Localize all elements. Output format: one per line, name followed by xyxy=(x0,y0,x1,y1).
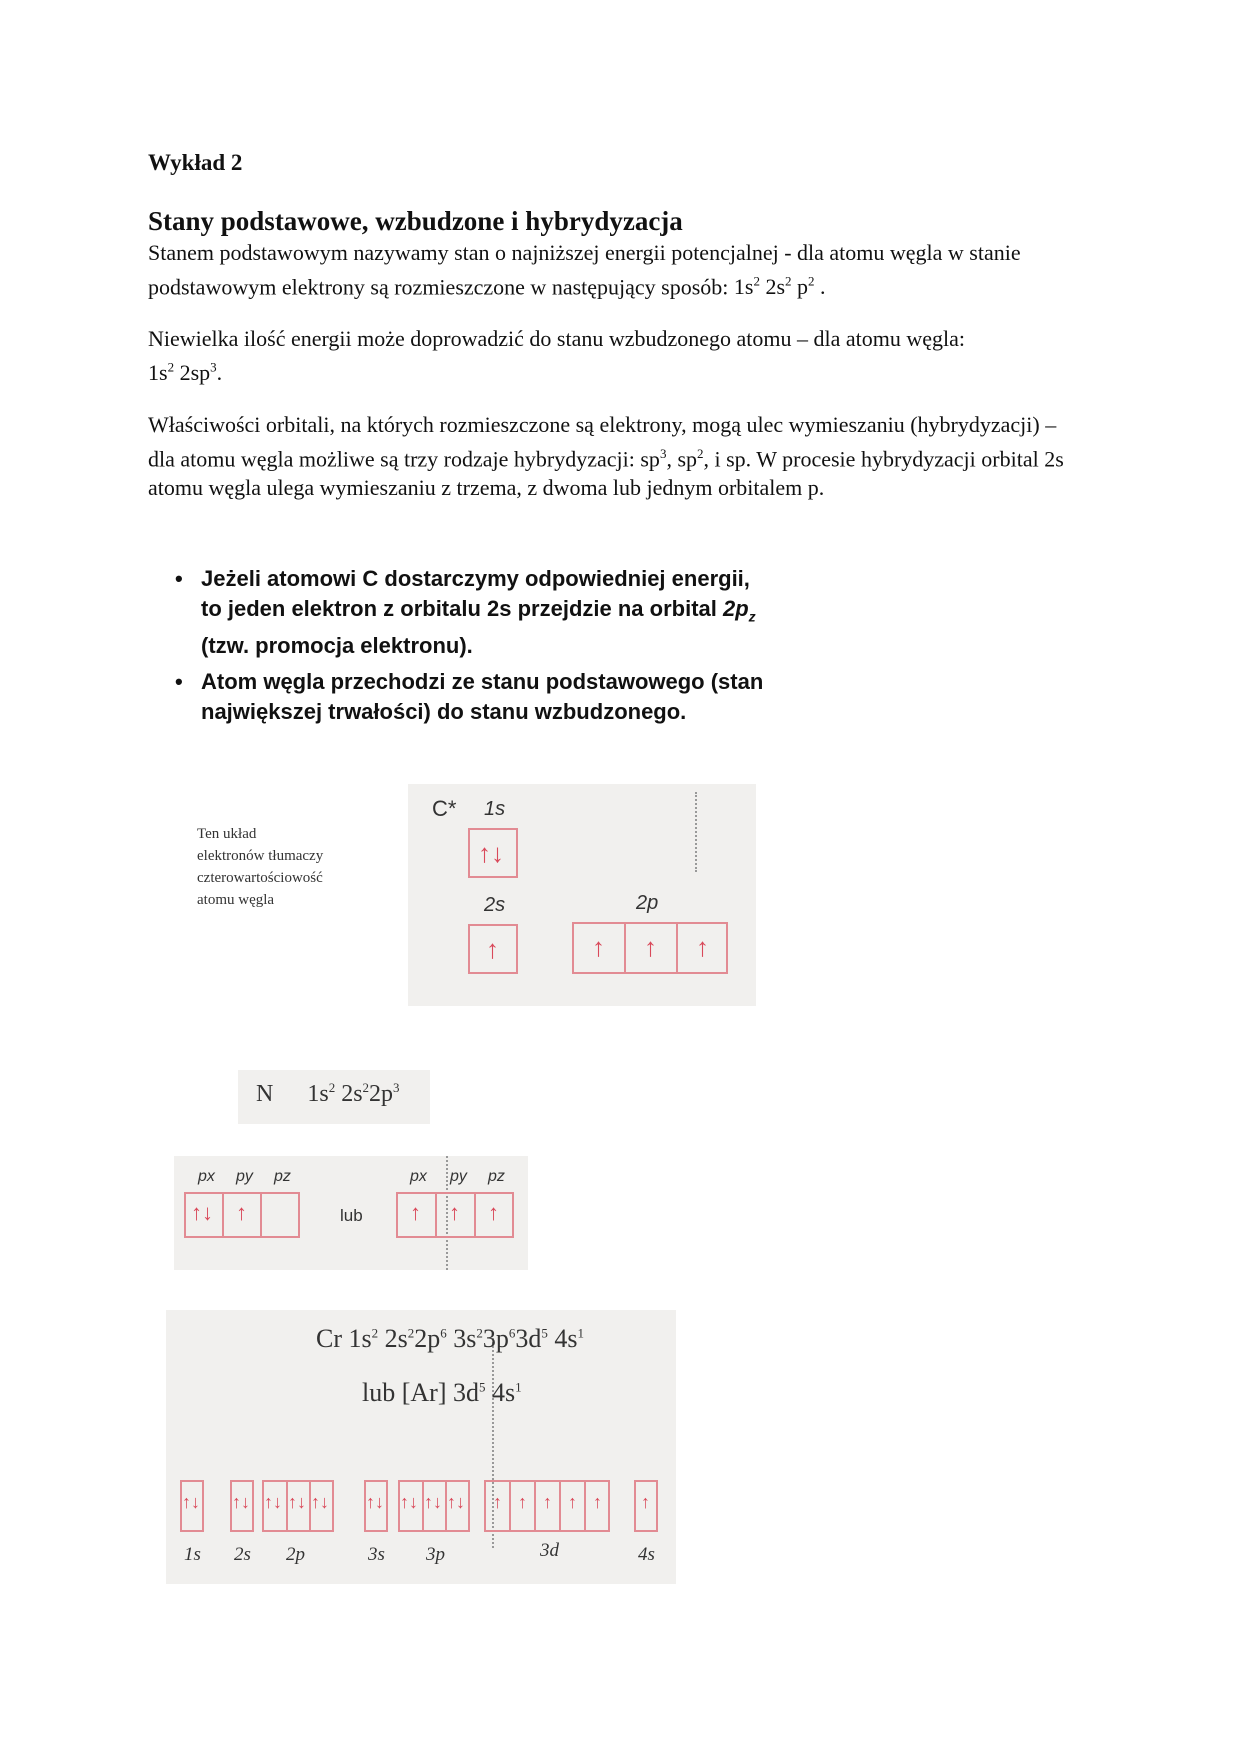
electron-pair-arrow: ↑↓ xyxy=(447,1492,465,1512)
electron-up-arrow: ↑ xyxy=(488,1200,499,1225)
orbital-label-2p: 2p xyxy=(636,892,659,914)
electron-up-arrow: ↑ xyxy=(592,932,605,962)
electron-up-arrow: ↑ xyxy=(236,1200,247,1225)
electron-configuration: $1s^2$ $2sp^3$. xyxy=(148,360,223,386)
chromium-configuration xyxy=(166,1310,676,1584)
alternative-label: lub xyxy=(340,1206,363,1225)
orbital-box-4s xyxy=(634,1480,658,1532)
nitrogen-p-orbitals xyxy=(174,1156,528,1270)
electron-pair-arrow: ↑↓ xyxy=(400,1492,418,1512)
orbital-label-1s: 1s xyxy=(484,798,506,820)
orbital-box-3d xyxy=(484,1480,610,1532)
electron-up-arrow: ↑ xyxy=(493,1492,502,1512)
orbital-label-1s: 1s xyxy=(184,1544,201,1565)
electron-configuration-full: Cr $1s^2$ $2s^22p^6$ $3s^23p^63d^5$ $4s^1$ xyxy=(316,1324,584,1353)
electron-up-arrow: ↑ xyxy=(543,1492,552,1512)
electron-up-arrow: ↑ xyxy=(641,1492,650,1512)
orbital-box-2p xyxy=(262,1480,334,1532)
electron-up-arrow: ↑ xyxy=(696,932,709,962)
electron-up-arrow: ↑ xyxy=(486,934,499,964)
electron-up-arrow: ↑ xyxy=(568,1492,577,1512)
orbital-box-2s xyxy=(468,924,518,974)
electron-pair-arrow: ↑↓ xyxy=(311,1492,329,1512)
orbital-label-2s: 2s xyxy=(234,1544,251,1565)
orbital-box-1s xyxy=(180,1480,204,1532)
orbital-label-2p: 2p xyxy=(286,1544,305,1565)
atom-symbol: N xyxy=(256,1081,274,1107)
orbital-box-2p xyxy=(572,922,728,974)
nitrogen-configuration xyxy=(238,1070,430,1124)
electron-up-arrow: ↑ xyxy=(593,1492,602,1512)
electron-up-arrow: ↑ xyxy=(449,1200,460,1225)
electron-configuration: $1s^2$ $2s^22p^3$ xyxy=(307,1080,400,1107)
electron-configuration: $1s^2$ $2s^2$ $p^2$ . xyxy=(733,274,826,300)
orbital-box-3s xyxy=(364,1480,388,1532)
lecture-number: Wykład 2 xyxy=(148,150,243,175)
orbital-box-3p xyxy=(398,1480,470,1532)
electron-pair-arrow: ↑↓ xyxy=(264,1492,282,1512)
electron-up-arrow: ↑ xyxy=(410,1200,421,1225)
figure-note: Ten układ elektronów tłumaczy czterowartościowość atomu węgla xyxy=(197,826,324,908)
orbital-label-px: px xyxy=(198,1168,215,1185)
paragraph-hybridization: Właściwości orbitali, na których rozmieszczone są elektrony, mogą ulec wymieszaniu (hybrydyzacji) – dla atomu węgla możliwe są trzy rodzaje hybrydyzacji: $sp^3$, $sp^2$, i sp. W procesie hybrydyzacji orbital 2s atomu węgla ulega wymieszaniu z trzema, z dwoma lub jednym orbitalem p. xyxy=(148,412,1064,501)
bullet-item: • Atom węgla przechodzi ze stanu podstawowego (stan największej trwałości) do stanu wzbudzonego. xyxy=(175,669,764,725)
bullet-list xyxy=(175,564,775,733)
orbital-label-3d: 3d xyxy=(540,1540,559,1561)
orbital-label-px: px xyxy=(410,1168,427,1185)
paragraph-text: Niewielka ilość energii może doprowadzić do stanu wzbudzonego atomu – dla atomu węgla: xyxy=(148,326,966,351)
electron-configuration-short: lub [Ar] $3d^5$ $4s^1$ xyxy=(362,1378,522,1407)
orbital-label-3p: 3p xyxy=(426,1544,445,1565)
orbital-label-pz: pz xyxy=(274,1168,291,1185)
scan-divider xyxy=(695,792,697,872)
electron-pair-arrow: ↑↓ xyxy=(288,1492,306,1512)
atom-symbol: C* xyxy=(432,796,457,821)
orbital-label-4s: 4s xyxy=(638,1544,655,1565)
electron-pair-arrow: ↑↓ xyxy=(366,1492,384,1512)
electron-pair-arrow: ↑↓ xyxy=(424,1492,442,1512)
orbital-label-3s: 3s xyxy=(368,1544,385,1565)
electron-up-arrow: ↑ xyxy=(644,932,657,962)
orbital-label-py: py xyxy=(450,1168,467,1185)
paragraph-ground-state xyxy=(148,238,1088,301)
bullet-item: • Jeżeli atomowi C dostarczymy odpowiedniej energii, to jeden elektron z orbitalu 2s przejdzie na orbital $2p_z$ (tzw. promocja elektronu). xyxy=(175,566,756,659)
orbital-box-p-right xyxy=(396,1192,514,1238)
bullet-marker: • xyxy=(175,566,183,591)
orbital-label-2s: 2s xyxy=(484,894,506,916)
paragraph-excited-state xyxy=(148,324,1088,387)
carbon-orbital-diagram xyxy=(408,784,756,1006)
page-title: Stany podstawowe, wzbudzone i hybrydyzacja xyxy=(148,206,683,236)
electron-up-arrow: ↑ xyxy=(518,1492,527,1512)
orbital-label-pz: pz xyxy=(488,1168,505,1185)
orbital-box-1s xyxy=(468,828,518,878)
paragraph-text: Stanem podstawowym nazywamy stan o najniższej energii potencjalnej - dla atomu węgla w stanie podstawowym elektrony są rozmieszczone w następujący sposób: xyxy=(148,240,1021,300)
orbital-label-py: py xyxy=(236,1168,253,1185)
bullet-marker: • xyxy=(175,669,183,695)
electron-pair-arrow: ↑↓ xyxy=(232,1492,250,1512)
electron-pair-arrow: ↑↓ xyxy=(182,1492,200,1512)
orbital-box-2s xyxy=(230,1480,254,1532)
electron-pair-arrow: ↑↓ xyxy=(191,1200,213,1225)
orbital-box-p-left xyxy=(184,1192,300,1238)
electron-pair-arrow: ↑↓ xyxy=(478,838,504,868)
